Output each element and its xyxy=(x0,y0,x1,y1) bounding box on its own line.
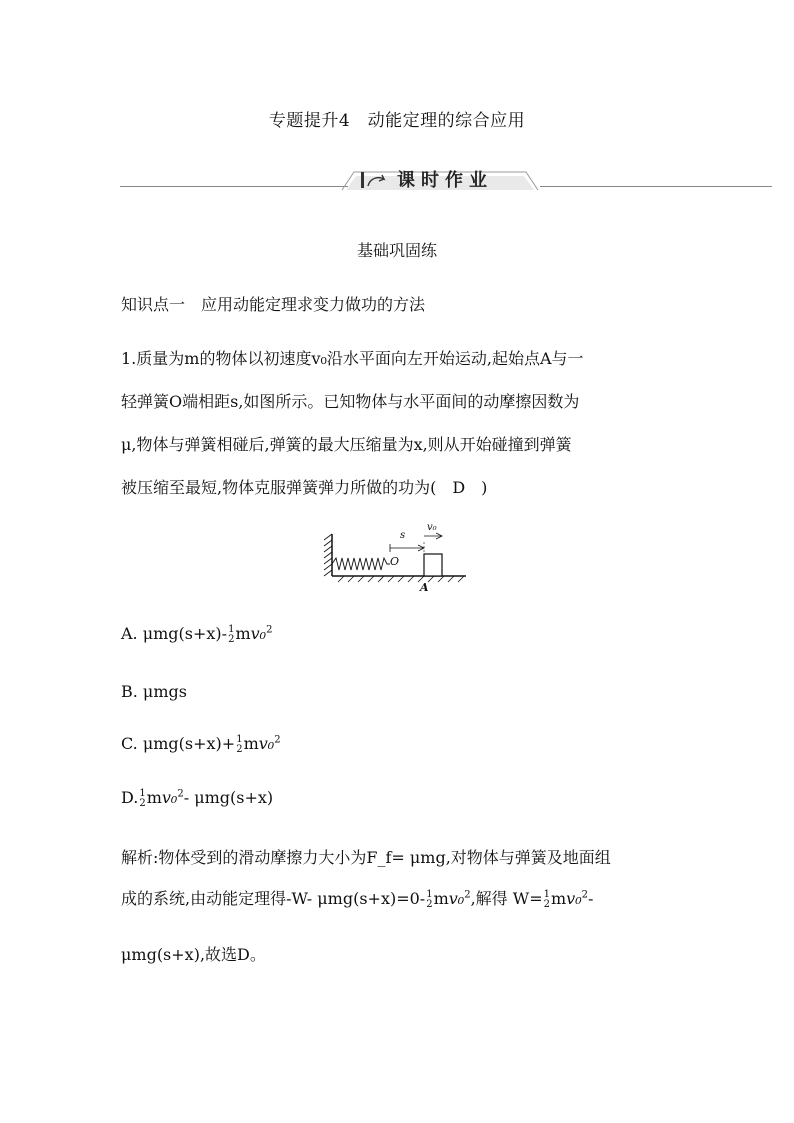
option-c-prefix: C. μmg(s+x)+ xyxy=(121,734,236,753)
page-title: 专题提升4 动能定理的综合应用 xyxy=(268,111,526,131)
arrow-icon xyxy=(366,173,388,189)
question-line-4: 被压缩至最短,物体克服弹簧弹力所做的功为( D ) xyxy=(121,478,488,497)
option-a-suffix: m xyxy=(235,624,251,643)
option-c[interactable]: C. μmg(s+x)+ 1 2 mv₀$^2$ xyxy=(121,733,281,755)
option-b[interactable]: B. μmgs xyxy=(121,682,187,701)
figure-label-v0: v₀ xyxy=(427,522,437,533)
knowledge-point-heading: 知识点一 应用动能定理求变力做功的方法 xyxy=(121,295,426,314)
spring xyxy=(332,558,390,570)
option-d-suffix: - μmg(s+x) xyxy=(183,788,274,807)
solution-line-1: 解析:物体受到的滑动摩擦力大小为F_f= μmg,对物体与弹簧及地面组 xyxy=(121,848,611,867)
fraction: 1 2 xyxy=(236,733,243,755)
figure-label-s: s xyxy=(400,530,406,541)
fraction: 1 2 xyxy=(228,623,235,645)
figure-label-O: O xyxy=(390,555,400,568)
option-c-suffix: m xyxy=(243,734,259,753)
fraction: 1 2 xyxy=(139,787,146,809)
block xyxy=(424,554,442,576)
solution-line-2: 成的系统,由动能定理得-W- μmg(s+x)=0- 1 2 mv₀$^2$,解得 W= 1 2 mv₀$^2$- xyxy=(121,888,594,910)
figure-label-A: A xyxy=(420,581,429,594)
option-a[interactable]: A. μmg(s+x)- 1 2 mv₀$^2$ xyxy=(121,623,273,645)
question-line-3: μ,物体与弹簧相碰后,弹簧的最大压缩量为x,则从开始碰撞到弹簧 xyxy=(121,435,572,454)
banner-rule-right xyxy=(540,186,772,187)
fraction: 1 2 xyxy=(543,888,550,910)
question-line-2: 轻弹簧O端相距s,如图所示。已知物体与水平面间的动摩擦因数为 xyxy=(121,392,580,411)
question-line-1: 1.质量为m的物体以初速度v₀沿水平面向左开始运动,起始点A与一 xyxy=(121,349,584,368)
banner-label: 课时作业 xyxy=(397,170,493,191)
fraction: 1 2 xyxy=(426,888,433,910)
option-d-prefix: D. xyxy=(121,788,139,807)
option-a-prefix: A. μmg(s+x)- xyxy=(121,624,228,643)
option-d[interactable]: D. 1 2 mv₀$^2$- μmg(s+x) xyxy=(121,787,274,809)
solution-line-3: μmg(s+x),故选D。 xyxy=(121,945,266,964)
section-title: 基础巩固练 xyxy=(356,241,437,260)
banner-rule-left xyxy=(120,186,348,187)
